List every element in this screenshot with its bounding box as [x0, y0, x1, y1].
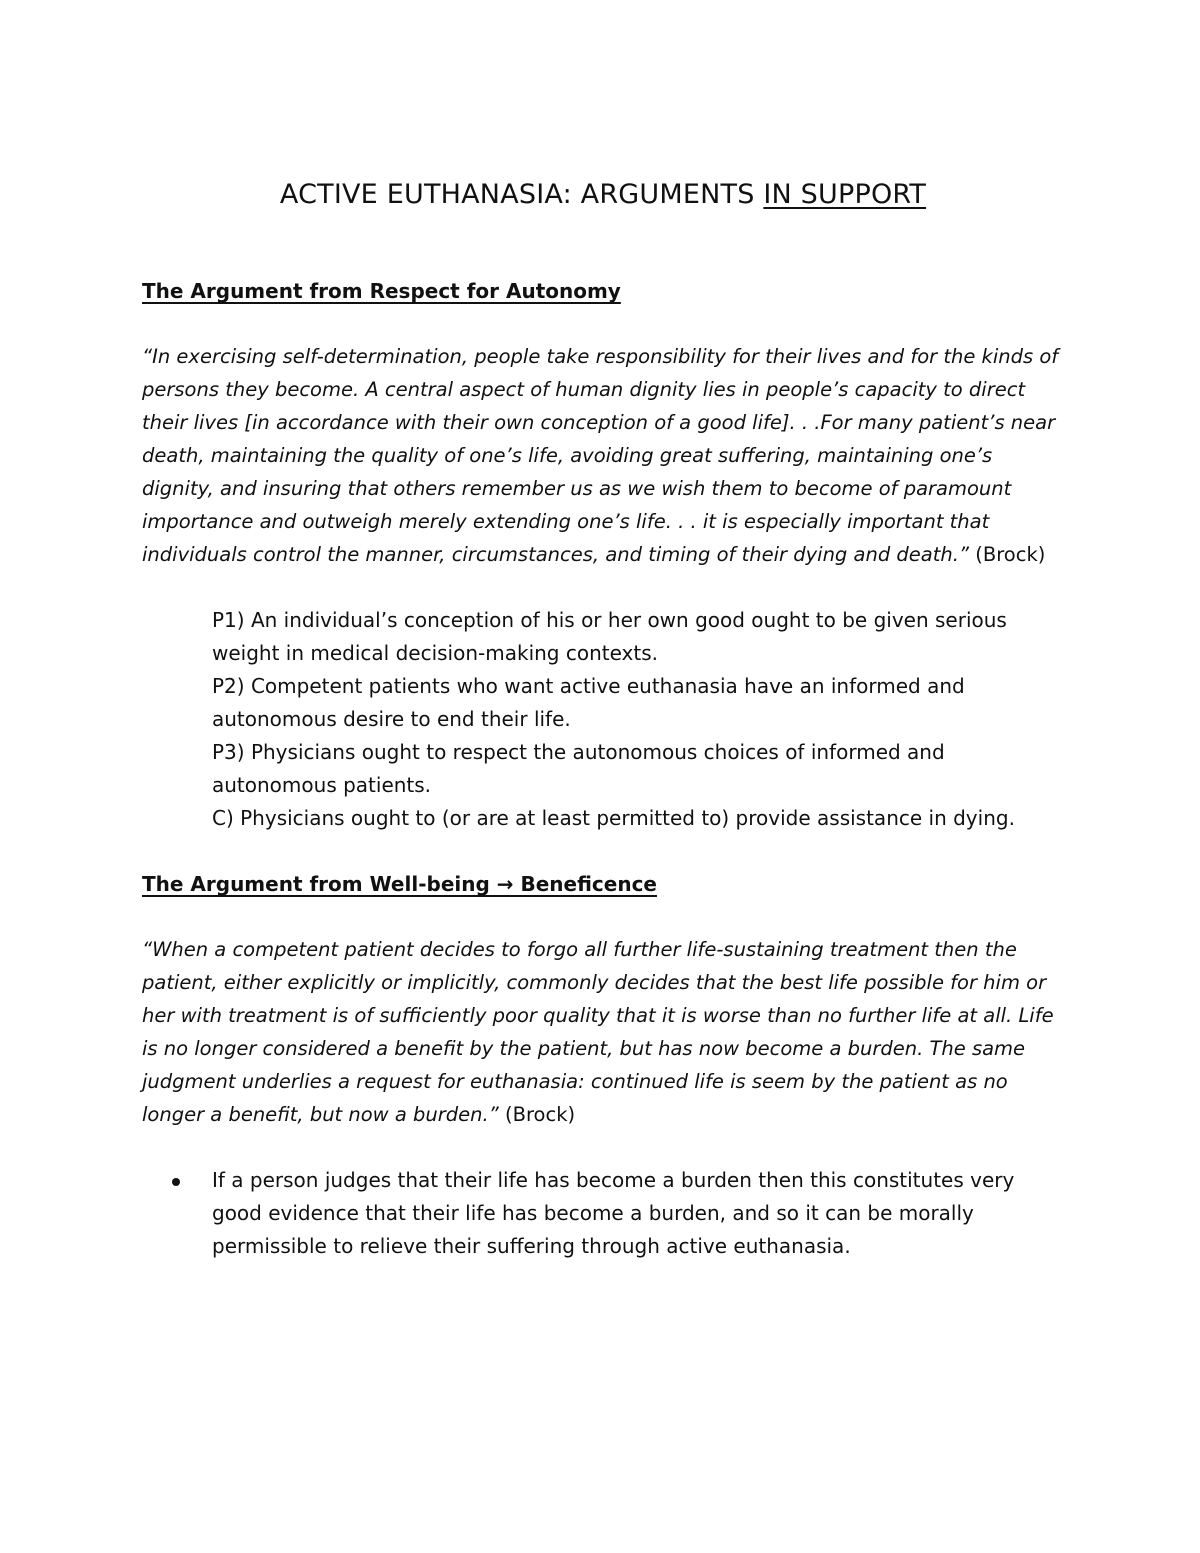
bullet-text: If a person judges that their life has become a burden then this constitutes very good evidence that their life has become a burden, and so it can be morally permissible to relieve their suffering through active euthanasia.	[212, 1168, 1015, 1258]
premise-list	[142, 604, 1064, 835]
section-heading-autonomy: The Argument from Respect for Autonomy	[142, 279, 621, 303]
document-title	[142, 172, 1064, 218]
quote-text: “In exercising self-determination, people take responsibility for their lives and for the kinds of persons they become. A central aspect of human dignity lies in people’s capacity to direct their lives [in accordance with their own conception of a good life]. . .For many patient’s near death, maintaining the quality of one’s life, avoiding great suffering, maintaining one’s dignity, and insuring that others remember us as we wish them to become of paramount importance and outweigh merely extending one’s life. . . it is especially important that individuals control the manner, circumstances, and timing of their dying and death.”	[142, 345, 1059, 566]
premise-p1: P1) An individual’s conception of his or her own good ought to be given serious weight in medical decision-making contexts.	[212, 608, 1007, 665]
title-prefix: ACTIVE EUTHANASIA: ARGUMENTS	[279, 179, 764, 210]
quote-text: “When a competent patient decides to forgo all further life-sustaining treatment then the patient, either explicitly or implicitly, commonly decides that the best life possible for him or her with treatment is of sufficiently poor quality that it is worse than no further life at all. Life is no longer considered a benefit by the patient, but has now become a burden. The same judgment underlies a request for euthanasia: continued life is seem by the patient as no longer a benefit, but now a burden.”	[142, 938, 1054, 1126]
premise-p3: P3) Physicians ought to respect the autonomous choices of informed and autonomous patients.	[212, 740, 945, 797]
premise-p2: P2) Competent patients who want active euthanasia have an informed and autonomous desire to end their life.	[212, 674, 965, 731]
quote-autonomy	[142, 340, 1064, 571]
bullet-list	[142, 1164, 1064, 1263]
section-beneficence	[142, 869, 1064, 1263]
bullet-icon	[172, 1178, 180, 1186]
section-autonomy	[142, 276, 1064, 835]
premise-conclusion: C) Physicians ought to (or are at least permitted to) provide assistance in dying.	[212, 806, 1015, 830]
title-underlined: IN SUPPORT	[763, 179, 927, 210]
quote-attribution: (Brock)	[498, 1103, 576, 1126]
section-heading-beneficence: The Argument from Well-being → Beneficence	[142, 872, 657, 896]
quote-attribution: (Brock)	[969, 543, 1046, 566]
list-item	[212, 1164, 1064, 1263]
document-page	[142, 172, 1064, 1263]
quote-beneficence	[142, 933, 1064, 1131]
